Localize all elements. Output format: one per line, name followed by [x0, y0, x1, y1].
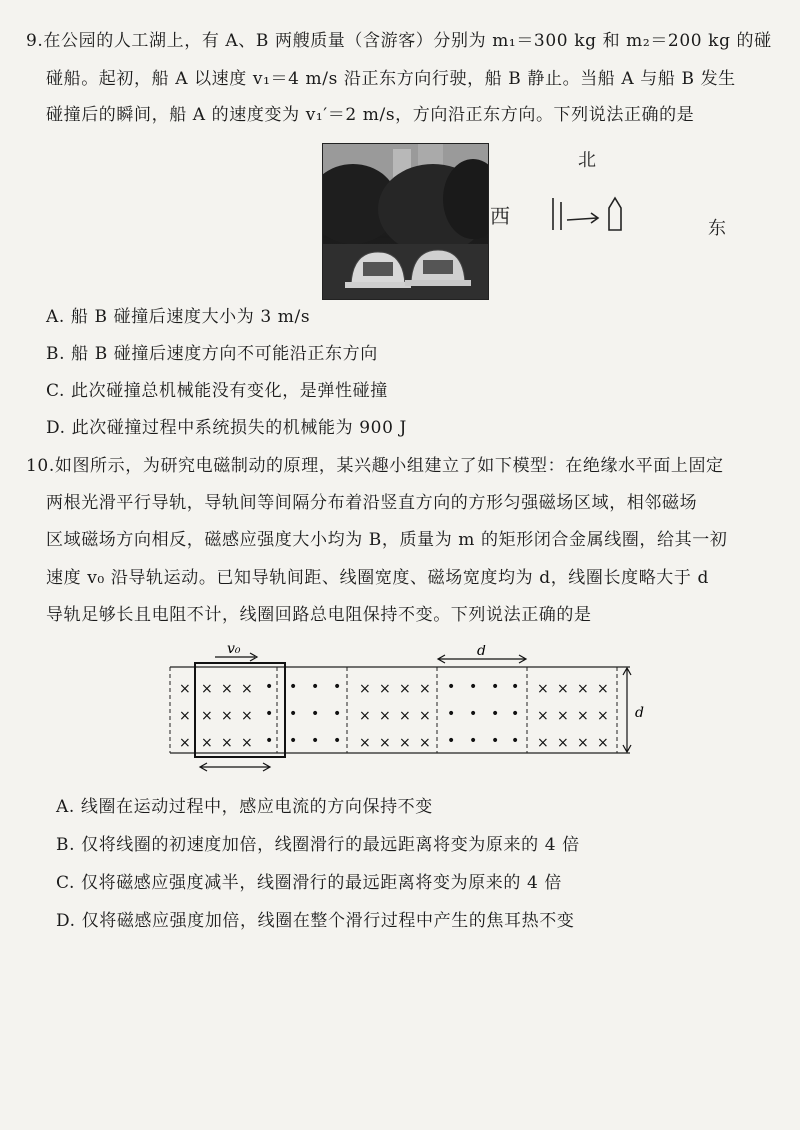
svg-text:×: ×: [179, 681, 191, 697]
q10-option-b: B. 仅将线圈的初速度加倍，线圈滑行的最远距离将变为原来的 4 倍: [56, 835, 580, 855]
svg-text:•: •: [469, 706, 478, 722]
handwritten-east: 东: [708, 218, 726, 239]
d-right-label: d: [635, 705, 644, 721]
svg-text:×: ×: [241, 681, 253, 697]
svg-text:•: •: [289, 733, 298, 749]
svg-text:×: ×: [419, 735, 431, 751]
d-top-label: d: [477, 645, 486, 659]
svg-text:×: ×: [577, 708, 589, 724]
svg-text:×: ×: [221, 681, 233, 697]
boat-photo: [322, 143, 489, 300]
handwritten-north: 北: [578, 150, 596, 171]
svg-text:•: •: [311, 706, 320, 722]
svg-text:•: •: [469, 679, 478, 695]
svg-text:×: ×: [201, 708, 213, 724]
svg-text:×: ×: [379, 708, 391, 724]
svg-text:×: ×: [241, 735, 253, 751]
svg-text:×: ×: [179, 708, 191, 724]
svg-text:×: ×: [537, 681, 549, 697]
q10-option-a: A. 线圈在运动过程中，感应电流的方向保持不变: [56, 797, 433, 817]
svg-text:×: ×: [221, 735, 233, 751]
q10-line-2: 两根光滑平行导轨，导轨间等间隔分布着沿竖直方向的方形匀强磁场区域，相邻磁场: [46, 493, 698, 513]
q10-option-c: C. 仅将磁感应强度减半，线圈滑行的最远距离将变为原来的 4 倍: [56, 873, 563, 893]
svg-text:×: ×: [201, 681, 213, 697]
q10-option-d: D. 仅将磁感应强度加倍，线圈在整个滑行过程中产生的焦耳热不变: [56, 911, 575, 931]
q9-option-b: B. 船 B 碰撞后速度方向不可能沿正东方向: [46, 344, 378, 364]
svg-text:•: •: [289, 679, 298, 695]
svg-text:×: ×: [399, 681, 411, 697]
q9-line-1: [26, 30, 772, 52]
svg-text:×: ×: [597, 681, 609, 697]
svg-text:×: ×: [379, 735, 391, 751]
svg-text:•: •: [289, 706, 298, 722]
q10-stem-1: 如图所示，为研究电磁制动的原理，某兴趣小组建立了如下模型：在绝缘水平面上固定: [54, 456, 724, 476]
svg-text:×: ×: [179, 735, 191, 751]
svg-text:×: ×: [577, 681, 589, 697]
q10-number: 10.: [26, 456, 55, 476]
q10-line-3: 区域磁场方向相反，磁感应强度大小均为 B，质量为 m 的矩形闭合金属线圈，给其一初: [46, 530, 728, 550]
svg-text:•: •: [333, 706, 342, 722]
svg-text:•: •: [311, 679, 320, 695]
svg-text:×: ×: [359, 681, 371, 697]
q9-option-d: D. 此次碰撞过程中系统损失的机械能为 900 J: [46, 418, 407, 438]
field-marks: [179, 679, 609, 751]
svg-text:•: •: [447, 679, 456, 695]
svg-text:×: ×: [221, 708, 233, 724]
q9-line-2: 碰船。起初，船 A 以速度 v₁＝4 m/s 沿正东方向行驶，船 B 静止。当船 A 与船 B 发生: [46, 69, 736, 89]
svg-text:•: •: [333, 733, 342, 749]
svg-text:•: •: [265, 706, 274, 722]
svg-text:•: •: [333, 679, 342, 695]
handwritten-west: 西: [490, 204, 510, 228]
svg-text:•: •: [447, 706, 456, 722]
svg-text:×: ×: [537, 708, 549, 724]
svg-text:×: ×: [379, 681, 391, 697]
svg-text:×: ×: [201, 735, 213, 751]
magnetic-field-diagram: [165, 645, 665, 775]
q9-option-c: C. 此次碰撞总机械能没有变化，是弹性碰撞: [46, 381, 388, 401]
q9-stem-1: 在公园的人工湖上，有 A、B 两艘质量（含游客）分别为 m₁＝300 kg 和 m₂＝200 kg 的碰: [43, 31, 772, 51]
svg-text:×: ×: [399, 735, 411, 751]
svg-text:•: •: [265, 679, 274, 695]
svg-text:×: ×: [399, 708, 411, 724]
q9-line-3: 碰撞后的瞬间，船 A 的速度变为 v₁′＝2 m/s，方向沿正东方向。下列说法正确的是: [46, 105, 695, 125]
svg-text:×: ×: [241, 708, 253, 724]
svg-text:×: ×: [419, 681, 431, 697]
v0-label: v₀: [227, 645, 241, 657]
handwritten-compass-arrow: [545, 190, 635, 240]
svg-text:•: •: [511, 706, 520, 722]
q10-line-5: 导轨足够长且电阻不计，线圈回路总电阻保持不变。下列说法正确的是: [46, 605, 592, 625]
svg-text:×: ×: [597, 735, 609, 751]
svg-text:×: ×: [557, 735, 569, 751]
svg-text:•: •: [469, 733, 478, 749]
svg-text:•: •: [311, 733, 320, 749]
svg-text:•: •: [491, 733, 500, 749]
svg-text:×: ×: [557, 681, 569, 697]
svg-text:•: •: [491, 706, 500, 722]
q9-option-a: A. 船 B 碰撞后速度大小为 3 m/s: [46, 307, 311, 327]
svg-text:×: ×: [537, 735, 549, 751]
svg-text:×: ×: [419, 708, 431, 724]
svg-text:×: ×: [597, 708, 609, 724]
field-boundaries: [170, 667, 617, 753]
svg-text:•: •: [491, 679, 500, 695]
q10-line-4: 速度 v₀ 沿导轨运动。已知导轨间距、线圈宽度、磁场宽度均为 d，线圈长度略大于 d: [46, 568, 709, 588]
svg-text:•: •: [447, 733, 456, 749]
q10-line-1: [26, 455, 724, 477]
q9-number: 9.: [26, 31, 44, 51]
svg-text:•: •: [265, 733, 274, 749]
svg-text:•: •: [511, 733, 520, 749]
svg-text:×: ×: [557, 708, 569, 724]
svg-text:×: ×: [577, 735, 589, 751]
svg-text:×: ×: [359, 708, 371, 724]
svg-text:×: ×: [359, 735, 371, 751]
svg-text:•: •: [511, 679, 520, 695]
